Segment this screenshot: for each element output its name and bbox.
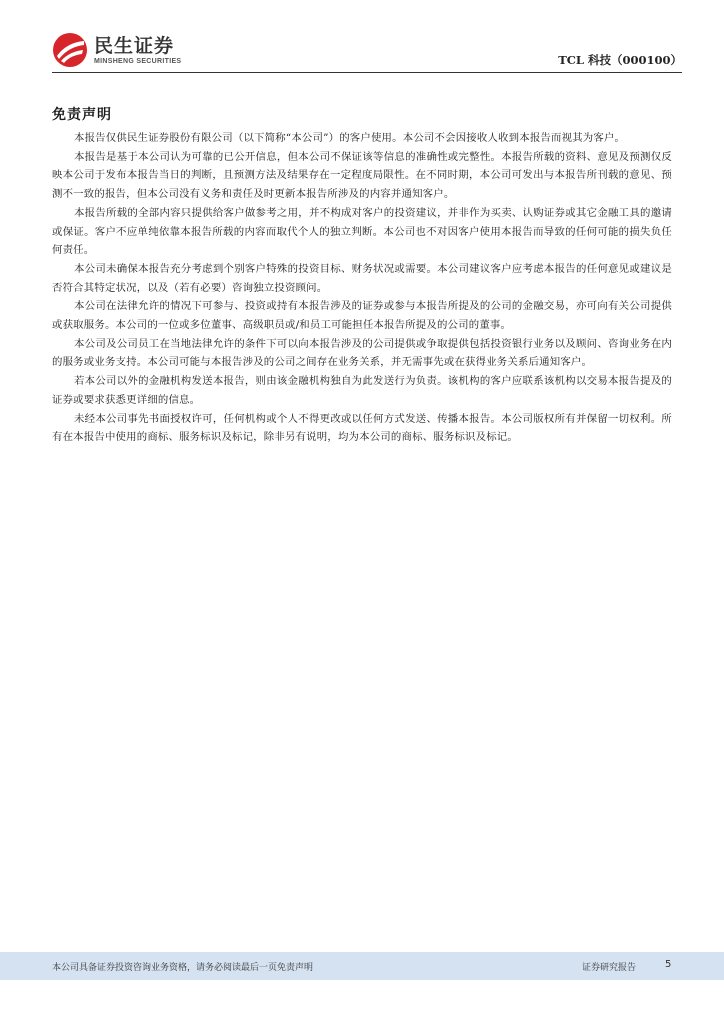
paragraph-4: 本公司未确保本报告充分考虑到个别客户特殊的投资目标、财务状况或需要。本公司建议客户应考虑本报告的任何意见或建议是否符合其特定状况，以及（若有必要）咨询独立投资顾问。 xyxy=(52,262,672,294)
company-logo xyxy=(52,32,181,68)
paragraph-6: 本公司及公司员工在当地法律允许的条件下可以向本报告涉及的公司提供或争取提供包括投资银行业务以及顾问、咨询业务在内的服务或业务支持。本公司可能与本报告涉及的公司之间存在业务关系，并无需事先或在获得业务关系后通知客户。 xyxy=(52,337,672,369)
brand-name-cn: 民生证券 xyxy=(94,34,175,57)
report-type-label: 证券研究报告 xyxy=(582,963,637,973)
disclaimer-body xyxy=(52,129,672,447)
paragraph-2: 本报告是基于本公司认为可靠的已公开信息，但本公司不保证该等信息的准确性或完整性。本报告所载的资料、意见及预测仅反映本公司于发布本报告当日的判断，且预测方法及结果存在一定程度局限性。在不同时期，本公司可发出与本报告所刊载的意见、预测不一致的报告，但本公司没有义务和责任及时更新本报告所涉及的内容并通知客户。 xyxy=(52,150,672,201)
section-title: 免责声明 xyxy=(52,107,112,123)
minsheng-logo-icon xyxy=(52,32,88,68)
paragraph-3: 本报告所载的全部内容只提供给客户做参考之用，并不构成对客户的投资建议，并非作为买卖、认购证券或其它金融工具的邀请或保证。客户不应单纯依靠本报告所载的内容而取代个人的独立判断。本公司也不对因客户使用本报告而导致的任何可能的损失负任何责任。 xyxy=(52,206,672,257)
paragraph-7: 若本公司以外的金融机构发送本报告，则由该金融机构独自为此发送行为负责。该机构的客户应联系该机构以交易本报告提及的证券或要求获悉更详细的信息。 xyxy=(52,375,672,406)
header-divider xyxy=(52,72,682,73)
logo-text xyxy=(94,35,181,66)
page-footer xyxy=(0,952,724,980)
stock-ticker: TCL 科技（000100） xyxy=(558,53,682,67)
paragraph-5: 本公司在法律允许的情况下可参与、投资或持有本报告涉及的证券或参与本报告所提及的公司的金融交易，亦可向有关公司提供或获取服务。本公司的一位或多位董事、高级职员或/和员工可能担任本报告所提及的公司的董事。 xyxy=(52,300,672,332)
page-header xyxy=(0,0,724,80)
footer-disclaimer-note: 本公司具备证券投资咨询业务资格，请务必阅读最后一页免责声明 xyxy=(52,963,314,973)
paragraph-1: 本报告仅供民生证券股份有限公司（以下简称“本公司”）的客户使用。本公司不会因接收人收到本报告而视其为客户。 xyxy=(74,132,626,144)
brand-name-en: MINSHENG SECURITIES xyxy=(94,57,182,65)
page-number: 5 xyxy=(665,959,672,970)
paragraph-8: 未经本公司事先书面授权许可，任何机构或个人不得更改或以任何方式发送、传播本报告。本公司版权所有并保留一切权利。所有在本报告中使用的商标、服务标识及标记，除非另有说明，均为本公司的商标、服务标识及标记。 xyxy=(52,412,672,444)
